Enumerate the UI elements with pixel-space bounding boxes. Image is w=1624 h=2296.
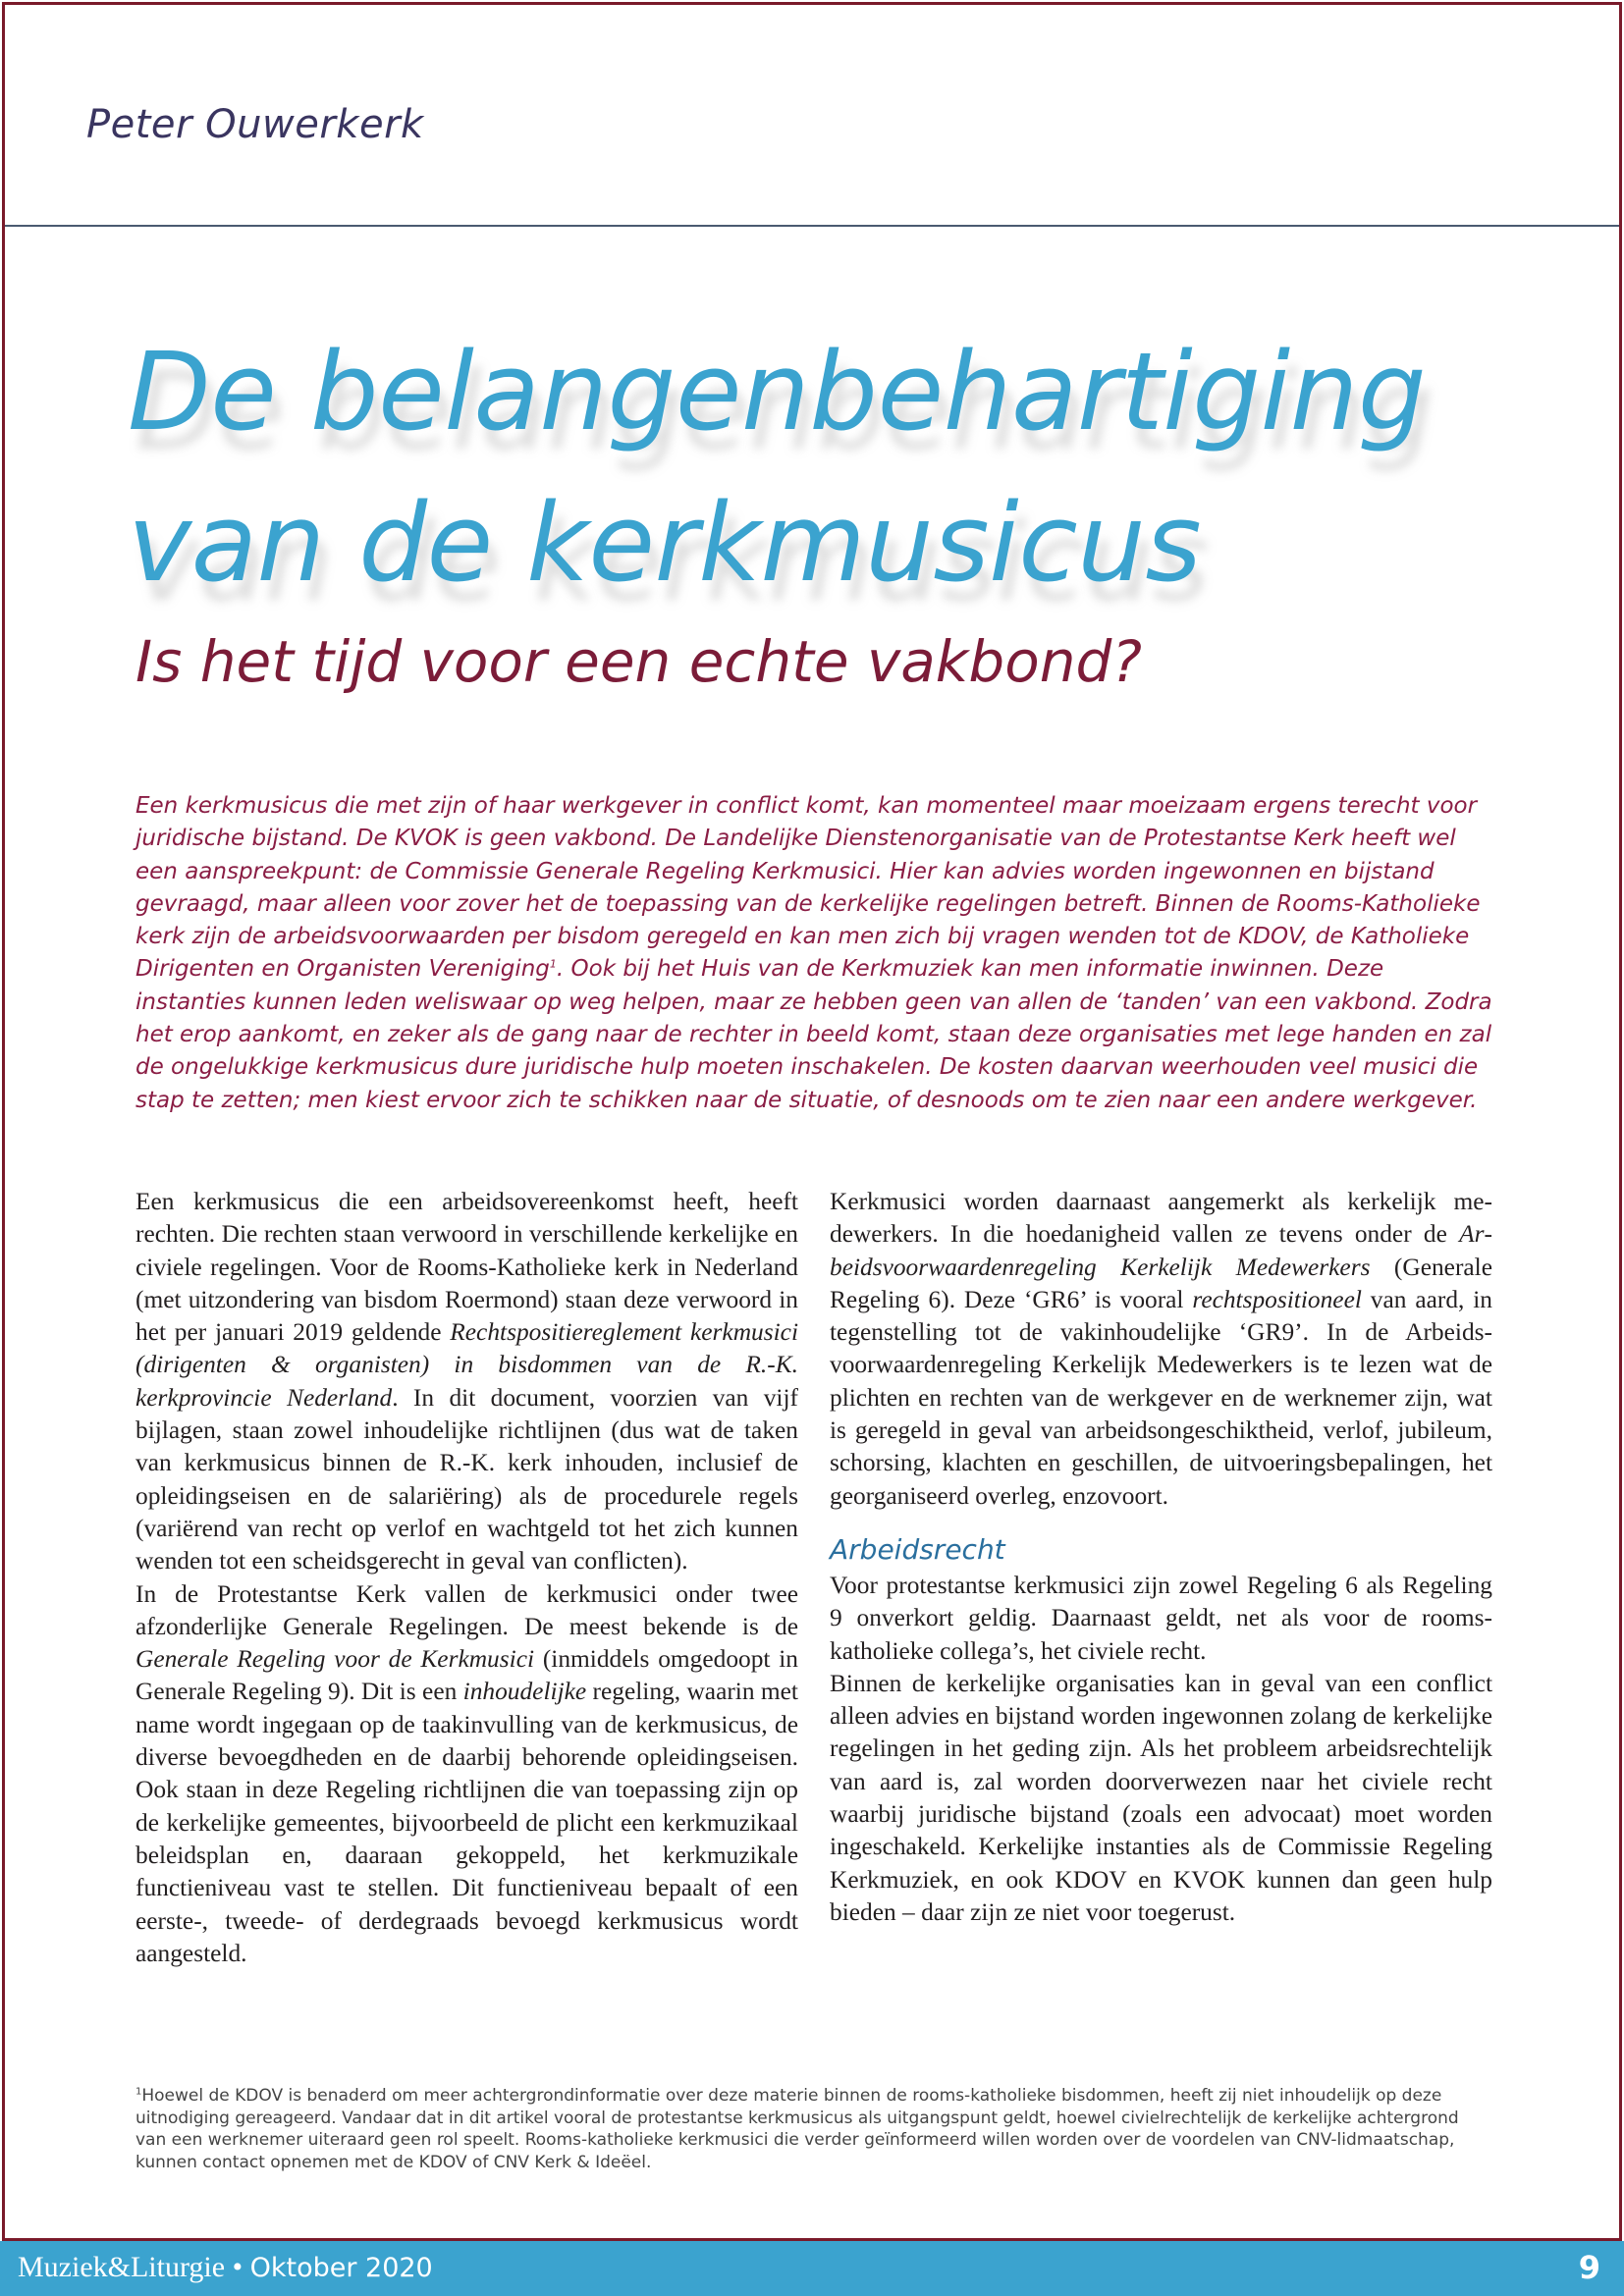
text-run: Een kerkmusicus die een arbeidsovereenkomst heeft, heeft rechten. Die rechten staan verwoord in verschillende kerkelijke en civiele regelingen. Voor de Rooms-Katholieke kerk in Nederland (met uitzondering van bisdom Roermond) staan deze verwoord in het per januari 2019 geldende xyxy=(135,1188,798,1347)
text-run: Kerkmusici worden daarnaast aangemerkt als kerkelijk medewerkers. In die hoedanigheid vallen ze tevens onder de xyxy=(830,1188,1492,1249)
emphasis-run: Rechtspositiereglement kerkmusici (dirigenten & organisten) in bisdommen van de R.-K. kerkprovincie Nederland xyxy=(135,1318,798,1412)
text-run: (inmiddels omgedoopt in Generale Regeling 9). Dit is een xyxy=(135,1645,798,1706)
body-column-left xyxy=(135,1186,798,1970)
footer-separator: • xyxy=(232,2251,244,2283)
body-paragraph xyxy=(830,1186,1492,1513)
body-paragraph xyxy=(135,1578,798,1971)
section-heading: Arbeidsrecht xyxy=(830,1532,1005,1566)
emphasis-run: rechtspositioneel xyxy=(1192,1285,1362,1313)
text-run: . In dit document, voorzien van vijf bijlagen, staan zowel inhoudelijke richtlijnen (dus wat de taken van kerkmusicus binnen de R.-K. kerk inhouden, inclusief de opleidingseisen en de salariëring) als de procedurele regels (variërend van recht op verlof en wachtgeld tot het zich kunnen wenden tot een scheidsgerecht in geval van conflicten). xyxy=(135,1383,798,1575)
intro-text-a: Een kerkmusicus die met zijn of haar werkgever in conflict komt, kan momenteel maar moeizaam ergens terecht voor juridische bijstand. De KVOK is geen vakbond. De Landelijke Dienstenorganisatie van de Protestantse Kerk heeft wel een aanspreekpunt: de Commissie Generale Regeling Kerkmusici. Hier kan advies worden ingewonnen en bijstand gevraagd, maar alleen voor zover het de toepassing van de kerkelijke regelingen betreft. Binnen de Rooms-Katholieke kerk zijn de arbeidsvoorwaarden per bisdom geregeld en kan men zich bij vragen wenden tot de KDOV, de Katholieke Dirigenten en Organisten Vereniging xyxy=(135,793,1481,983)
intro-paragraph xyxy=(135,790,1492,1117)
footer-bar xyxy=(0,2241,1624,2296)
body-column-right xyxy=(830,1186,1492,1929)
footnote-marker: 1 xyxy=(549,957,557,971)
text-run: regeling, waarin met name wordt ingegaan op de taakinvulling van de kerkmusicus, de diverse bevoegdheden en de daarbij behorende opleidingseisen. Ook staan in deze Regeling richtlijnen die van toepassing zijn op de kerkelijke gemeentes, bijvoorbeeld de plicht een kerkmuzikaal beleidsplan en, daaraan gekoppeld, het kerkmuzikale functieniveau vast te stellen. Dit functieniveau bepaalt of een eerste-, tweede- of derdegraads bevoegd kerkmusicus wordt aangesteld. xyxy=(135,1678,798,1967)
article-title xyxy=(128,316,1502,618)
text-run: van aard, in tegenstelling tot de vakinhoudelijke ‘GR9’. In de Arbeidsvoorwaardenregeling Kerkelijk Medewerkers is te lezen wat de plichten en rechten van de werkgever en de werknemer zijn, wat is geregeld in geval van arbeidsongeschiktheid, verlof, jubileum, schorsing, klachten en geschillen, de uitvoeringsbepalingen, het georganiseerd overleg, enzovoort. xyxy=(830,1285,1492,1510)
page-number: 9 xyxy=(1578,2249,1600,2286)
intro-text-b: . Ook bij het Huis van de Kerkmuziek kan men informatie inwinnen. Deze instanties kunnen leden weliswaar op weg helpen, maar ze hebben geen van allen de ‘tanden’ van een vakbond. Zodra het erop aankomt, en zeker als de gang naar de rechter in beeld komt, staan deze organisaties met lege handen en zal de ongelukkige kerkmusicus dure juridische hulp moeten inschakelen. De kosten daarvan weerhouden veel musici die stap te zetten; men kiest ervoor zich te schikken naar de situatie, of desnoods om te zien naar een andere werkgever. xyxy=(135,956,1492,1113)
body-paragraph: Binnen de kerkelijke organisaties kan in geval van een conflict alleen advies en bijstand worden ingewonnen zolang de kerkelijke regelingen in het geding zijn. Als het probleem arbeidsrechtelijk van aard is, zal worden doorverwezen naar het civiele recht waarbij juridische bijstand (zoals een advocaat) moet worden ingeschakeld. Kerkelijke instanties als de Commissie Regeling Kerkmuziek, en ook KDOV en KVOK kunnen dan geen hulp bieden – daar zijn ze niet voor toegerust. xyxy=(830,1669,1492,1926)
magazine-name: Muziek&Liturgie xyxy=(18,2251,226,2283)
footer-label xyxy=(18,2251,433,2284)
text-run: (Generale Regeling 6). Deze ‘GR6’ is vooral xyxy=(830,1253,1492,1313)
header-rule xyxy=(5,225,1619,227)
text-run: In de Protestantse Kerk vallen de kerkmusici onder twee afzonderlijke Generale Regelingen. De meest bekende is de xyxy=(135,1579,798,1640)
footnote-number: 1 xyxy=(135,2086,142,2098)
article-subtitle: Is het tijd voor een echte vakbond? xyxy=(135,628,1143,695)
issue-date: Oktober 2020 xyxy=(249,2253,433,2283)
emphasis-run: Generale Regeling voor de Kerkmusici xyxy=(135,1645,535,1674)
body-paragraph: Voor protestantse kerkmusici zijn zowel Regeling 6 als Regeling 9 onverkort geldig. Daarnaast geldt, net als voor de rooms-katholieke collega’s, het civiele recht. xyxy=(830,1571,1492,1665)
title-line-1: De belangenbehartiging xyxy=(128,329,1427,454)
title-line-2: van de kerkmusicus xyxy=(128,480,1202,606)
footnote-text: Hoewel de KDOV is benaderd om meer achtergrondinformatie over deze materie binnen de rooms-katholieke bisdommen, heeft zij niet inhoudelijk op deze uitnodiging gereageerd. Vandaar dat in dit artikel vooral de protestantse kerkmusicus als uitgangspunt geldt, hoewel civielrechtelijk de kerkelijke achtergrond van een werknemer uiteraard geen rol speelt. Rooms-katholieke kerkmusici die verder geïnformeerd willen worden over de voordelen van CNV-lidmaatschap, kunnen contact opnemen met de KDOV of CNV Kerk & Ideëel. xyxy=(135,2086,1459,2172)
emphasis-run: Arbeidsvoorwaardenregeling Kerkelijk Medewerkers xyxy=(830,1220,1492,1281)
author-name: Peter Ouwerkerk xyxy=(86,102,424,147)
body-paragraph xyxy=(135,1186,798,1578)
emphasis-run: inhoudelijke xyxy=(462,1678,587,1706)
footnote xyxy=(135,2085,1492,2173)
